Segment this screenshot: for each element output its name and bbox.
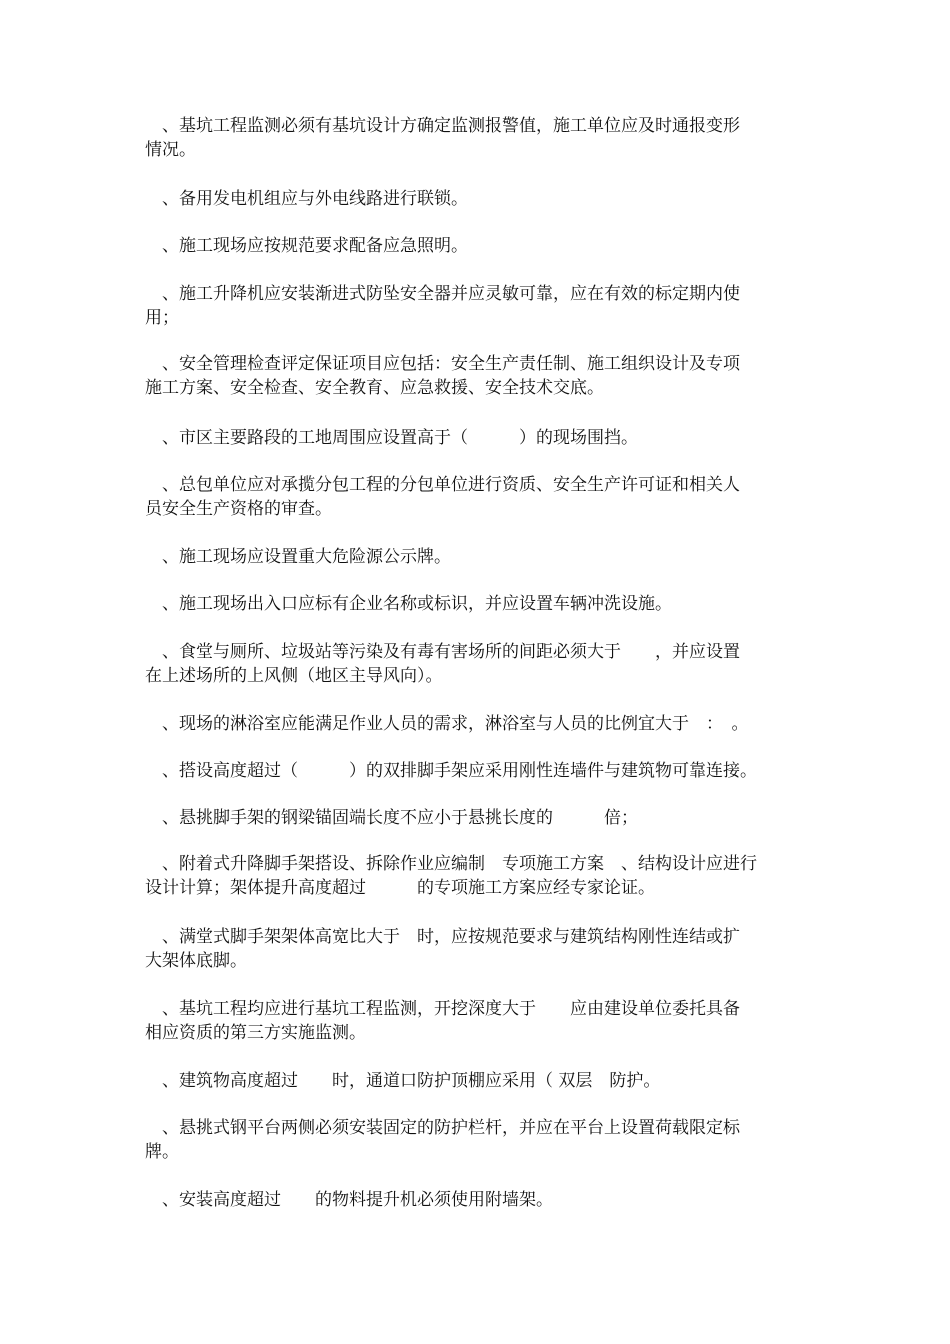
list-item <box>145 234 810 258</box>
list-item <box>145 759 810 783</box>
item-text-line: 相应资质的第三方实施监测。 <box>145 1023 366 1043</box>
list-item <box>145 806 810 830</box>
list-item <box>145 925 810 973</box>
list-item <box>145 592 810 616</box>
item-text-line: 、安全管理检查评定保证项目应包括：安全生产责任制、施工组织设计及专项 <box>145 354 740 374</box>
list-item <box>145 1069 810 1093</box>
item-text-line: 牌。 <box>145 1142 179 1162</box>
item-text-line: 施工方案、安全检查、安全教育、应急救援、安全技术交底。 <box>145 378 604 398</box>
item-text-line: 、搭设高度超过（ ）的双排脚手架应采用刚性连墙件与建筑物可靠连接。 <box>145 761 757 781</box>
list-item <box>145 1188 810 1212</box>
item-text-line: 、附着式升降脚手架搭设、拆除作业应编制 专项施工方案 、结构设计应进行 <box>145 854 757 874</box>
item-text-line: 、总包单位应对承揽分包工程的分包单位进行资质、安全生产许可证和相关人 <box>145 475 740 495</box>
list-item <box>145 282 810 330</box>
item-text-line: 在上述场所的上风侧（地区主导风向）。 <box>145 666 443 686</box>
item-text-line: 、建筑物高度超过 时，通道口防护顶棚应采用（ 双层 防护。 <box>145 1071 661 1091</box>
list-item <box>145 997 810 1045</box>
item-text-line: 、食堂与厕所、垃圾站等污染及有毒有害场所的间距必须大于 ，并应设置 <box>145 642 740 662</box>
list-item <box>145 473 810 521</box>
list-item <box>145 1116 810 1164</box>
list-item <box>145 187 810 211</box>
item-text-line: 情况。 <box>145 140 196 160</box>
item-text-line: 设计计算；架体提升高度超过 的专项施工方案应经专家论证。 <box>145 878 655 898</box>
item-text-line: 、现场的淋浴室应能满足作业人员的需求，淋浴室与人员的比例宜大于 ： 。 <box>145 714 749 734</box>
list-item <box>145 426 810 450</box>
item-text-line: 、施工现场应设置重大危险源公示牌。 <box>145 547 451 567</box>
item-text-line: 、悬挑脚手架的钢梁锚固端长度不应小于悬挑长度的 倍； <box>145 808 638 828</box>
list-item <box>145 712 810 736</box>
item-text-line: 、备用发电机组应与外电线路进行联锁。 <box>145 189 468 209</box>
item-text-line: 、施工现场应按规范要求配备应急照明。 <box>145 236 468 256</box>
item-text-line: 、基坑工程均应进行基坑工程监测，开挖深度大于 应由建设单位委托具备 <box>145 999 740 1019</box>
item-text-line: 员安全生产资格的审查。 <box>145 499 332 519</box>
item-text-line: 、基坑工程监测必须有基坑设计方确定监测报警值，施工单位应及时通报变形 <box>145 116 740 136</box>
item-text-line: 用； <box>145 308 179 328</box>
item-text-line: 、满堂式脚手架架体高宽比大于 时，应按规范要求与建筑结构刚性连结或扩 <box>145 927 740 947</box>
list-item <box>145 545 810 569</box>
item-text-line: 、施工现场出入口应标有企业名称或标识，并应设置车辆冲洗设施。 <box>145 594 672 614</box>
item-text-line: 、市区主要路段的工地周围应设置高于（ ）的现场围挡。 <box>145 428 638 448</box>
list-item <box>145 352 810 400</box>
item-text-line: 、悬挑式钢平台两侧必须安装固定的防护栏杆，并应在平台上设置荷载限定标 <box>145 1118 740 1138</box>
list-item <box>145 852 810 900</box>
item-text-line: 大架体底脚。 <box>145 951 247 971</box>
list-item <box>145 114 810 162</box>
item-text-line: 、安装高度超过 的物料提升机必须使用附墙架。 <box>145 1190 553 1210</box>
list-item <box>145 640 810 688</box>
item-text-line: 、施工升降机应安装渐进式防坠安全器并应灵敏可靠，应在有效的标定期内使 <box>145 284 740 304</box>
